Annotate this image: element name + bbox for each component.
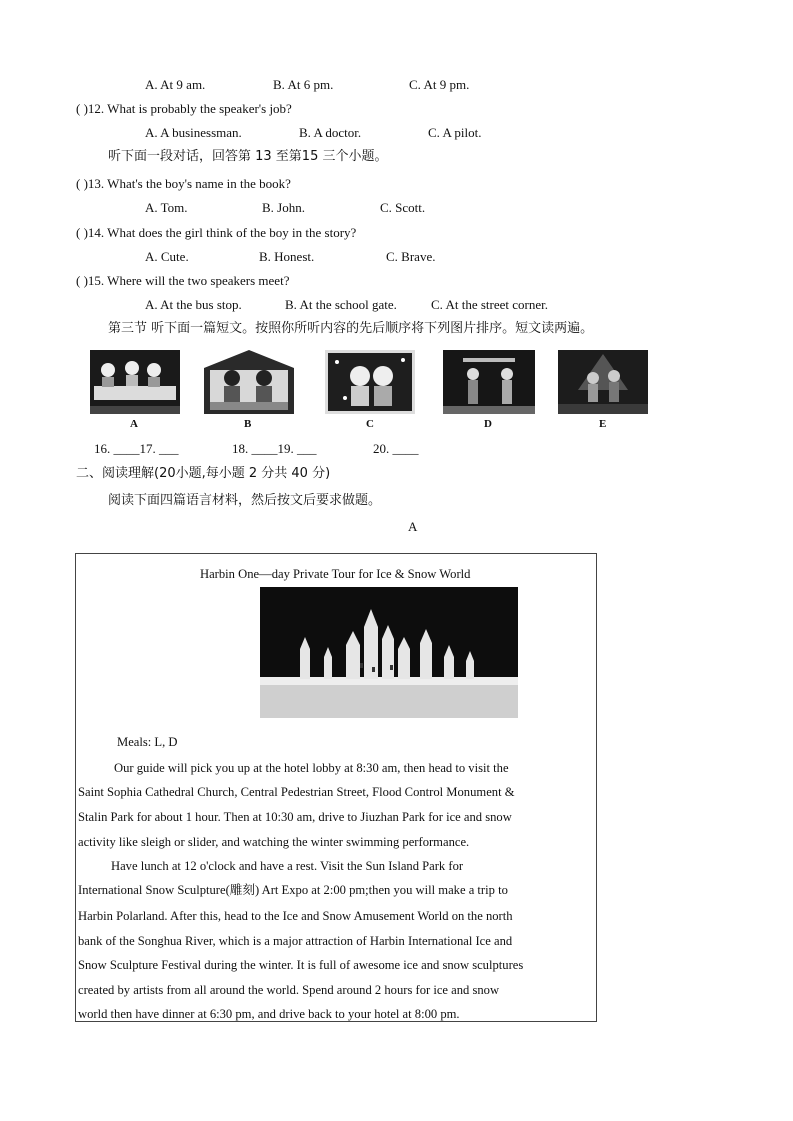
picture-a-label: A <box>130 418 138 430</box>
picture-e-label: E <box>599 418 607 430</box>
q11-option-a: A. At 9 am. <box>145 77 206 92</box>
reading-section-title: 二、阅读理解(20小题,每小题 2 分共 40 分) <box>76 466 331 481</box>
q15-option-c: C. At the street corner. <box>431 297 548 312</box>
reading-instruction: 阅读下面四篇语言材料，然后按文后要求做题。 <box>108 493 382 508</box>
passage-line: Snow Sculpture Festival during the winter. It is full of awesome ice and snow sculptures <box>78 958 524 972</box>
passage-line: Our guide will pick you up at the hotel lobby at 8:30 am, then head to visit the <box>114 761 509 775</box>
q14-stem: ( )14. What does the girl think of the boy in the story? <box>76 225 357 240</box>
q13-option-b: B. John. <box>262 200 305 215</box>
q15-option-a: A. At the bus stop. <box>145 297 242 312</box>
passage-line: Stalin Park for about 1 hour. Then at 10:30 am, drive to Jiuzhan Park for ice and snow <box>78 810 512 824</box>
q14-option-a: A. Cute. <box>145 249 189 264</box>
q13-option-c: C. Scott. <box>380 200 426 215</box>
section3-instruction: 第三节 听下面一篇短文。按照你所听内容的先后顺序将下列图片排序。短文读两遍。 <box>108 321 594 336</box>
passage-line: International Snow Sculpture(雕刻) Art Expo at 2:00 pm;then you will make a trip to <box>78 883 508 897</box>
passage-line: Have lunch at 12 o'clock and have a rest. Visit the Sun Island Park for <box>111 859 464 873</box>
q11-option-c: C. At 9 pm. <box>409 77 470 92</box>
picture-c-label: C <box>366 418 374 430</box>
q13-option-a: A. Tom. <box>145 200 188 215</box>
passage-line: Harbin Polarland. After this, head to the Ice and Snow Amusement World on the north <box>78 909 513 923</box>
picture-a <box>90 350 180 414</box>
passage-line: bank of the Songhua River, which is a major attraction of Harbin International Ice and <box>78 934 513 948</box>
q12-option-b: B. A doctor. <box>299 125 362 140</box>
passage-line: created by artists from all around the world. Spend around 2 hours for ice and snow <box>78 983 500 997</box>
q11-option-b: B. At 6 pm. <box>273 77 334 92</box>
passage-meals: Meals: L, D <box>117 735 178 749</box>
picture-d-label: D <box>484 418 492 430</box>
q12-option-c: C. A pilot. <box>428 125 482 140</box>
answer-blanks-18-19: 18. ____19. ___ <box>232 441 317 456</box>
dialogue-instruction: 听下面一段对话，回答第 13 至第15 三个小题。 <box>108 149 388 164</box>
picture-c <box>325 350 415 414</box>
q15-option-b: B. At the school gate. <box>285 297 397 312</box>
passage-line: activity like sleigh or slider, and watching the winter swimming performance. <box>78 835 470 849</box>
q12-stem: ( )12. What is probably the speaker's job? <box>76 101 292 116</box>
answer-blank-20: 20. ____ <box>373 441 419 456</box>
q14-option-b: B. Honest. <box>259 249 315 264</box>
passage-line: world then have dinner at 6:30 pm, and drive back to your hotel at 8:00 pm. <box>78 1007 460 1021</box>
passage-label: A <box>408 519 418 534</box>
q13-stem: ( )13. What's the boy's name in the book? <box>76 176 291 191</box>
picture-e <box>558 350 648 414</box>
passage-a-box <box>75 553 597 1022</box>
passage-line: Saint Sophia Cathedral Church, Central Pedestrian Street, Flood Control Monument & <box>78 785 515 799</box>
q14-option-c: C. Brave. <box>386 249 436 264</box>
q15-stem: ( )15. Where will the two speakers meet? <box>76 273 290 288</box>
picture-b <box>204 350 294 414</box>
ice-castle-photo <box>260 587 518 718</box>
picture-d <box>443 350 535 414</box>
answer-blanks-16-17: 16. ____17. ___ <box>94 441 179 456</box>
picture-b-label: B <box>244 418 252 430</box>
passage-title: Harbin One—day Private Tour for Ice & Snow World <box>200 567 471 581</box>
q12-option-a: A. A businessman. <box>145 125 242 140</box>
